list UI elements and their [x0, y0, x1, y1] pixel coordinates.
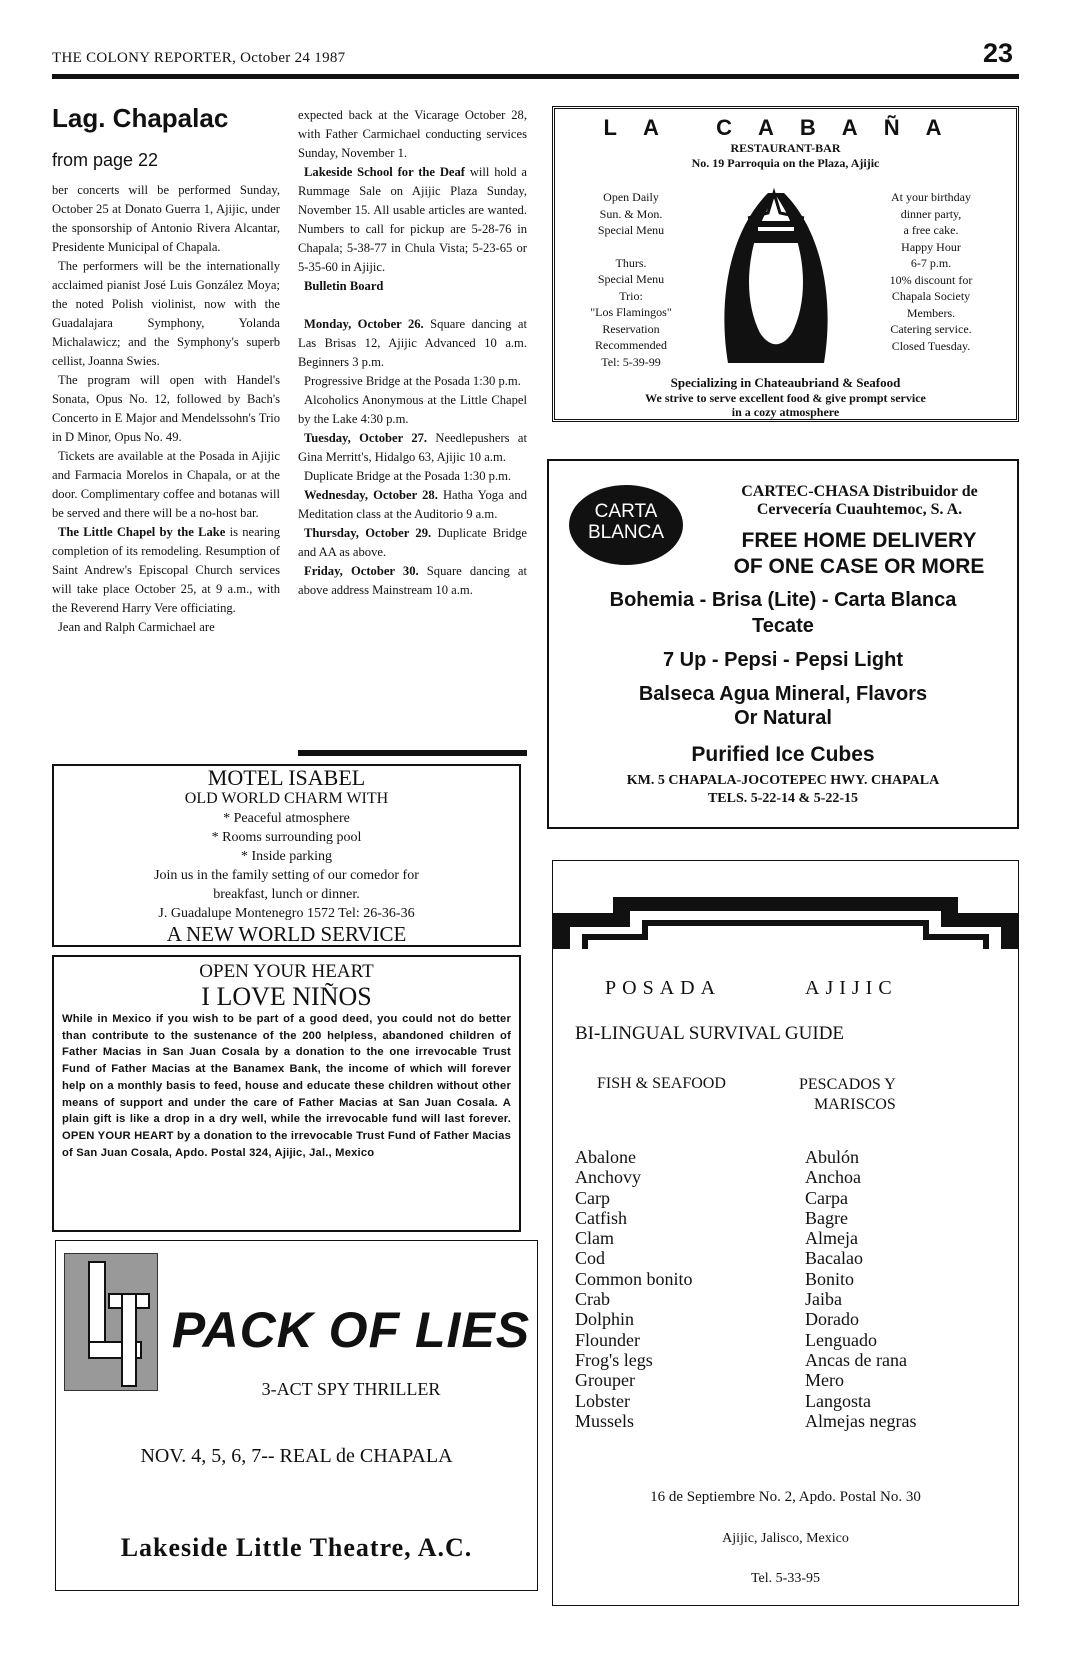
cabana-info-line: Special Menu [597, 223, 665, 237]
cabana-info-line: Thurs. [615, 255, 647, 270]
cabana-info-line: Trio: [619, 288, 643, 303]
cabana-right-info [851, 189, 1011, 354]
posada-spanish-list [805, 1147, 916, 1431]
posada-tel: Tel. 5-33-95 [750, 1571, 820, 1586]
article-title: Lag. Chapalac [52, 103, 229, 133]
cabana-info-line: Happy Hour [901, 239, 961, 254]
bulletin-item [298, 315, 527, 372]
fish-es: Almejas negras [805, 1410, 917, 1431]
bulletin-text: Duplicate Bridge and AA as above. [298, 526, 528, 559]
bulletin-text: Progressive Bridge at the Posada 1:30 p.m. [304, 374, 521, 388]
posada-guide: BI-LINGUAL SURVIVAL GUIDE [575, 1023, 845, 1044]
cabana-info-line: Closed Tuesday. [891, 338, 971, 353]
la-cabana-ad [552, 106, 1019, 422]
chapel-lead: The Little Chapel by the Lake [58, 525, 226, 539]
article-paragraph [52, 523, 280, 618]
cabana-info-line: "Los Flamingos" [590, 305, 672, 319]
article-paragraph [298, 163, 527, 277]
article-paragraph: Tickets are available at the Posada in Ajijic and Farmacia Morelos in Chapala, or at the door. Complimentary coffee and botanas will be served and there will be a no-host bar. [52, 449, 280, 520]
fish-en: Anchovy [575, 1167, 641, 1188]
posada-head-es-line: PESCADOS Y [799, 1076, 896, 1093]
publication-header: THE COLONY REPORTER, October 24 1987 [52, 50, 346, 66]
motel-feature: * Inside parking [241, 849, 332, 864]
fish-es: Bonito [805, 1268, 855, 1289]
carta-line-5: Or Natural [734, 707, 832, 729]
motel-slogan: A NEW WORLD SERVICE [166, 922, 407, 946]
bulletin-text: Square dancing at above address Mainstream 10 a.m. [298, 564, 527, 597]
cabana-cozy: in a cozy atmosphere [731, 405, 840, 419]
fish-es: Carpa [805, 1187, 848, 1208]
bulletin-day: Thursday, October 29. [304, 526, 432, 540]
fish-en: Grouper [575, 1370, 635, 1391]
page-number: 23 [983, 38, 1014, 68]
cabana-strive: We strive to serve excellent food & give prompt service [645, 391, 926, 405]
fish-en: Cod [575, 1248, 606, 1269]
posada-head-es-line: MARISCOS [813, 1096, 896, 1113]
fish-en: Lobster [575, 1390, 630, 1411]
pack-theatre: Lakeside Little Theatre, A.C. [120, 1533, 473, 1562]
column-end-rule [298, 750, 527, 756]
cabana-info-line: dinner party, [900, 206, 962, 221]
fish-en: Carp [575, 1187, 610, 1208]
pack-dates: NOV. 4, 5, 6, 7-- REAL de CHAPALA [140, 1445, 453, 1467]
fish-es: Dorado [805, 1309, 859, 1330]
cabana-address: No. 19 Parroquia on the Plaza, Ajijic [691, 156, 880, 170]
i-love-ninos-ad [52, 955, 521, 1232]
cabana-info-line: Chapala Society [891, 289, 971, 303]
fish-es: Almeja [805, 1228, 858, 1249]
motel-title: MOTEL ISABEL [207, 765, 366, 790]
bulletin-day: Tuesday, October 27. [304, 431, 428, 445]
logo-line: BLANCA [587, 522, 665, 543]
cabana-hut-logo [708, 183, 844, 365]
carta-line-3: 7 Up - Pepsi - Pepsi Light [662, 649, 904, 671]
fish-en: Catfish [575, 1207, 627, 1228]
fish-en: Frog's legs [575, 1349, 653, 1370]
ninos-body: While in Mexico if you wish to be part of a good deed, you could not do better than contribute to the sustenance of the 200 helpless, abandoned children of Father Macias in San Juan Cosala by a donation to the one irrevocable Trust Fund of Father Macias at the Banamex Bank, the income of which will forever help on a monthly basis to feed, house and educate these children without other means of support and under the care of Father Macias at San Juan Cosala. A plain gift is like a drop in a dry well, while the irrevocable fund will last forever. OPEN YOUR HEART by a donation to the irrevocable Trust Fund of Father Macias of San Juan Cosala, Apdo. Postal 324, Ajijic, Jal., Mexico [62, 1013, 511, 1159]
carta-blanca-logo [569, 485, 683, 565]
fish-en: Clam [575, 1228, 614, 1249]
bulletin-text: Hatha Yoga and Meditation class at the Auditorio 9 a.m. [298, 488, 527, 521]
motel-join: breakfast, lunch or dinner. [213, 887, 360, 902]
carta-line-4: Balseca Agua Mineral, Flavors [638, 683, 928, 705]
cabana-info-line: At your birthday [891, 190, 971, 204]
bulletin-item [298, 429, 527, 467]
cabana-left-info [571, 189, 691, 370]
school-lead: Lakeside School for the Deaf [304, 165, 466, 179]
bulletin-day: Friday, October 30. [304, 564, 419, 578]
article-column-1 [52, 181, 280, 637]
carta-line-1: Bohemia - Brisa (Lite) - Carta Blanca [609, 589, 957, 611]
motel-address: J. Guadalupe Montenegro 1572 Tel: 26-36-36 [158, 906, 415, 921]
posada-arch-logo [553, 883, 1018, 953]
school-text: will hold a Rummage Sale on Ajijic Plaza Sunday, November 15. All usable articles are wanted. Numbers to call for pickup are 5-28-76 in Chapala; 5-38-77 in Chula Vista; 5-23-65 or 5-35-60 in Ajijic. [298, 165, 527, 274]
bulletin-item [298, 524, 527, 562]
fish-es: Bagre [805, 1207, 848, 1228]
cabana-info-line: Open Daily [603, 190, 659, 204]
bulletin-list [298, 315, 527, 600]
motel-feature: * Rooms surrounding pool [211, 830, 362, 845]
cabana-specializing: Specializing in Chateaubriand & Seafood [670, 375, 901, 390]
cabana-info-line: Sun. & Mon. [599, 206, 663, 221]
fish-es: Langosta [805, 1390, 871, 1411]
motel-isabel-ad [52, 764, 521, 947]
fish-es: Abulón [805, 1147, 859, 1167]
header-rule [52, 74, 1019, 79]
carta-delivery-1: FREE HOME DELIVERY [741, 529, 977, 552]
fish-es: Bacalao [805, 1248, 863, 1269]
carta-address: KM. 5 CHAPALA-JOCOTEPEC HWY. CHAPALA [626, 773, 940, 788]
fish-es: Mero [805, 1370, 844, 1391]
carta-tels: TELS. 5-22-14 & 5-22-15 [707, 791, 859, 806]
bulletin-item [298, 562, 527, 600]
bulletin-heading: Bulletin Board [304, 279, 384, 293]
posada-ajijic-ad [552, 860, 1019, 1606]
posada-head-en: FISH & SEAFOOD [597, 1075, 726, 1092]
posada-address: 16 de Septiembre No. 2, Apdo. Postal No. 30 [650, 1489, 921, 1505]
fish-es: Anchoa [805, 1167, 861, 1188]
bulletin-day: Monday, October 26. [304, 317, 424, 331]
ninos-title-1: OPEN YOUR HEART [199, 961, 374, 982]
posada-english-list [575, 1147, 693, 1431]
cabana-info-line: Catering service. [890, 322, 972, 336]
lt-logo-icon [65, 1254, 157, 1390]
posada-head-es [799, 1075, 896, 1115]
bulletin-text: Square dancing at Las Brisas 12, Ajijic Advanced 10 a.m. Beginners 3 p.m. [298, 317, 527, 369]
article-paragraph: expected back at the Vicarage October 28, with Father Carmichael conducting services Sunday, November 1. [298, 108, 527, 160]
motel-subtitle: OLD WORLD CHARM WITH [184, 790, 389, 807]
fish-es: Ancas de rana [805, 1349, 907, 1370]
article-paragraph: Jean and Ralph Carmichael are [58, 620, 215, 634]
pack-title: PACK OF LIES [171, 1302, 531, 1358]
cabana-info-line: Reservation [602, 321, 660, 336]
article-paragraph: The program will open with Handel's Sonata, Opus No. 12, followed by Bach's Concerto in E Major and Mendelssohn's Trio in D Minor, Opus No. 49. [52, 373, 280, 444]
cabana-info-line: 10% discount for [889, 272, 973, 287]
logo-line: CARTA [594, 501, 658, 522]
carta-delivery-2: OF ONE CASE OR MORE [733, 555, 985, 578]
carta-line-6: Purified Ice Cubes [691, 743, 875, 766]
cabana-info-line: Tel: 5-39-99 [601, 354, 661, 369]
bulletin-text: Duplicate Bridge at the Posada 1:30 p.m. [304, 469, 512, 483]
chapel-text: is nearing completion of its remodeling. Resumption of Saint Andrew's Episcopal Church services will take place October 25, at 9 a.m., with the Reverend Harry Vere officiating. [52, 525, 280, 615]
bulletin-text: Alcoholics Anonymous at the Little Chapel by the Lake 4:30 p.m. [298, 393, 527, 426]
motel-feature: * Peaceful atmosphere [223, 811, 350, 826]
fish-es: Jaiba [805, 1289, 842, 1310]
pack-of-lies-ad [55, 1240, 538, 1591]
cabana-info-line: a free cake. [903, 223, 959, 237]
fish-en: Mussels [575, 1410, 635, 1431]
posada-name-right: AJIJIC [805, 977, 898, 999]
fish-en: Common bonito [575, 1268, 693, 1289]
fish-es: Lenguado [805, 1329, 877, 1350]
cabana-info-line: Members. [906, 305, 956, 320]
fish-en: Dolphin [575, 1309, 635, 1330]
article-subtitle: from page 22 [52, 150, 159, 170]
article-paragraph: ber concerts will be performed Sunday, October 25 at Donato Guerra 1, Ajijic, under the sponsorship of Antonio Rivera Alcantar, Presidente Municipal of Chapala. [52, 183, 280, 254]
fish-en: Flounder [575, 1329, 640, 1350]
posada-name-left: POSADA [605, 977, 722, 999]
cabana-info-line: 6-7 p.m. [910, 256, 952, 270]
theatre-logo [64, 1253, 158, 1391]
cabana-info-line: Recommended [595, 338, 667, 352]
bulletin-item [298, 391, 527, 429]
cabana-subtitle: RESTAURANT-BAR [730, 141, 841, 155]
carta-blanca-ad [547, 459, 1019, 829]
ninos-title-2: I LOVE NIÑOS [201, 982, 372, 1011]
bulletin-item [298, 486, 527, 524]
cabana-title: LA CABAÑA [603, 115, 968, 140]
motel-join: Join us in the family setting of our comedor for [154, 868, 419, 883]
bulletin-item [298, 467, 527, 486]
fish-en: Abalone [575, 1147, 636, 1167]
cabana-info-line: Special Menu [597, 272, 665, 286]
posada-city: Ajijic, Jalisco, Mexico [722, 1531, 849, 1546]
article-paragraph: The performers will be the internationally acclaimed pianist José Luis González Moya; the noted Polish violinist, now with the Guadalajara Symphony, Yolanda Michalawicz; and the Symphony's superb cellist, Joanna Swies. [52, 259, 280, 368]
article-column-2 [298, 106, 527, 600]
carta-distributor: CARTEC-CHASA Distribuidor de Cervecería Cuauhtemoc, S. A. [741, 483, 978, 518]
carta-line-2: Tecate [752, 615, 814, 637]
bulletin-text: Needlepushers at Gina Merritt's, Hidalgo 63, Ajijic 10 a.m. [298, 431, 527, 464]
fish-en: Crab [575, 1289, 610, 1310]
pack-subtitle: 3-ACT SPY THRILLER [261, 1379, 441, 1399]
bulletin-item [298, 372, 527, 391]
bulletin-day: Wednesday, October 28. [304, 488, 438, 502]
